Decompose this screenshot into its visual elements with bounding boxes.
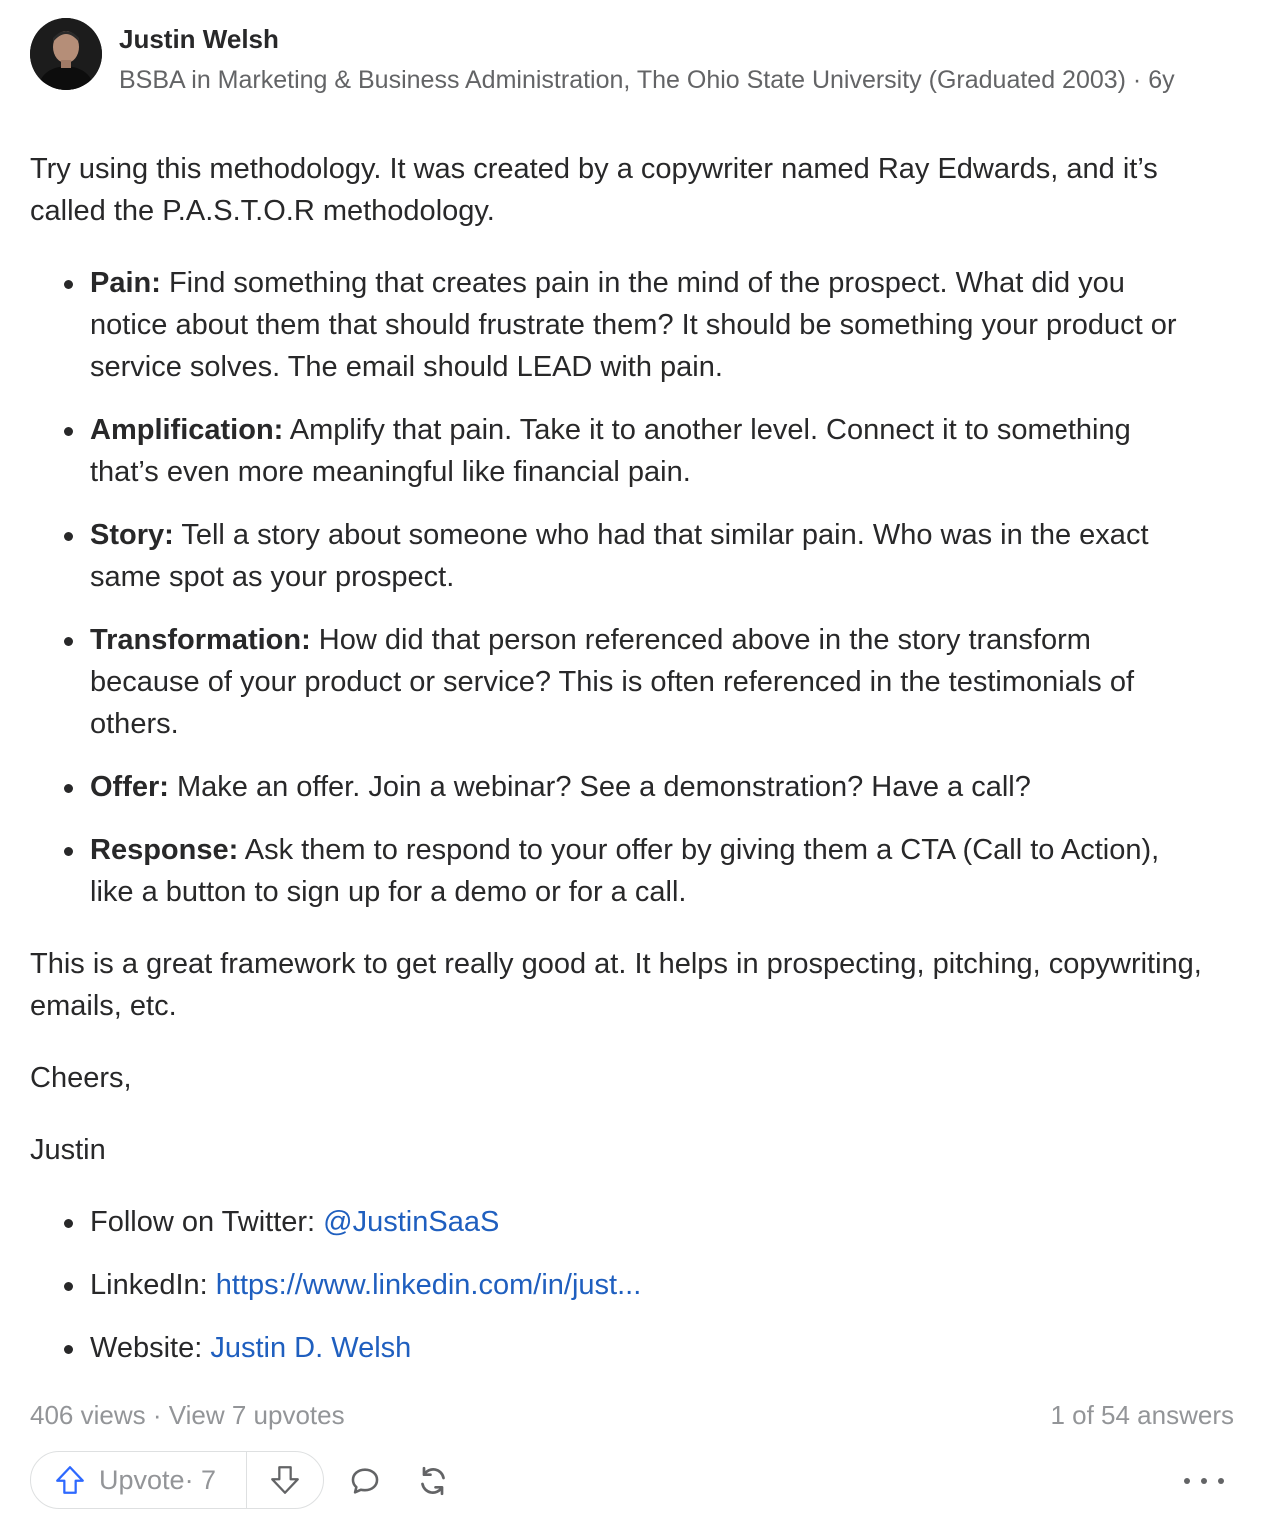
bullet-icon <box>64 532 73 541</box>
step-text: Ask them to respond to your offer by giving them a CTA (Call to Action), like a button to sign up for a demo or for a call. <box>90 834 1160 908</box>
answer-age[interactable]: 6y <box>1148 66 1175 94</box>
list-item <box>30 514 1240 598</box>
signoff: Cheers, <box>30 1062 132 1094</box>
share-refresh-icon <box>415 1463 451 1499</box>
more-dots-icon <box>1218 1478 1224 1484</box>
step-term: Amplification: <box>90 414 284 446</box>
more-options-button[interactable] <box>1184 1466 1224 1496</box>
author-avatar[interactable] <box>30 18 102 90</box>
closing-paragraph: This is a great framework to get really good at. It helps in prospecting, pitching, copywriting, emails, etc. <box>30 948 1202 1022</box>
share-button[interactable] <box>414 1462 452 1500</box>
bullet-icon <box>64 784 73 793</box>
step-term: Offer: <box>90 771 169 803</box>
view-upvotes-link[interactable]: View 7 upvotes <box>168 1400 345 1430</box>
link-label: Website: <box>90 1332 211 1364</box>
intro-paragraph: Try using this methodology. It was created by a copywriter named Ray Edwards, and it’s called the P.A.S.T.O.R methodology. <box>30 153 1158 227</box>
upvote-arrow-icon <box>53 1463 87 1497</box>
step-text: Tell a story about someone who had that similar pain. Who was in the exact same spot as your prospect. <box>90 519 1149 593</box>
vote-control <box>30 1451 324 1509</box>
bullet-icon <box>64 1282 73 1291</box>
upvote-button[interactable] <box>31 1452 247 1508</box>
downvote-arrow-icon <box>268 1463 302 1497</box>
step-text: How did that person referenced above in the story transform because of your product or service? This is often referenced in the testimonials of others. <box>90 624 1135 740</box>
step-term: Response: <box>90 834 239 866</box>
bullet-icon <box>64 1219 73 1228</box>
list-item <box>30 766 1240 808</box>
more-dots-icon <box>1201 1478 1207 1484</box>
step-text: Find something that creates pain in the mind of the prospect. What did you notice about them that should frustrate them? It should be something your product or service solves. The email should LEAD with pain. <box>90 267 1177 383</box>
more-dots-icon <box>1184 1478 1190 1484</box>
website-link[interactable]: Justin D. Welsh <box>210 1332 412 1364</box>
credential-separator: · <box>1125 66 1149 94</box>
list-item <box>30 829 1240 913</box>
upvote-count: · 7 <box>184 1464 217 1495</box>
comment-button[interactable] <box>346 1462 384 1500</box>
link-label: Follow on Twitter: <box>90 1206 324 1238</box>
bullet-icon <box>64 637 73 646</box>
signature: Justin <box>30 1134 106 1166</box>
downvote-button[interactable] <box>247 1452 323 1508</box>
author-credential <box>119 62 1237 98</box>
stats-separator: · <box>145 1400 169 1430</box>
view-count: 406 views <box>30 1400 146 1430</box>
linkedin-link[interactable]: https://www.linkedin.com/in/just... <box>215 1269 642 1301</box>
upvote-label: Upvote <box>99 1464 185 1495</box>
list-item <box>30 1264 1240 1306</box>
bullet-icon <box>64 1345 73 1354</box>
list-item <box>30 1327 1240 1369</box>
list-item <box>30 1201 1240 1243</box>
list-item <box>30 409 1240 493</box>
step-term: Transformation: <box>90 624 311 656</box>
contact-links-list <box>30 1201 1240 1369</box>
step-term: Story: <box>90 519 174 551</box>
bullet-icon <box>64 280 73 289</box>
step-text: Make an offer. Join a webinar? See a demonstration? Have a call? <box>168 771 1031 803</box>
answer-body <box>30 148 1240 1369</box>
bullet-icon <box>64 847 73 856</box>
author-name[interactable]: Justin Welsh <box>119 24 279 54</box>
list-item <box>30 619 1240 745</box>
list-item <box>30 262 1240 388</box>
twitter-link[interactable]: @JustinSaaS <box>323 1206 500 1238</box>
comment-bubble-icon <box>348 1464 382 1498</box>
link-label: LinkedIn: <box>90 1269 216 1301</box>
credential-text[interactable]: BSBA in Marketing & Business Administration, The Ohio State University (Graduated 2003) <box>119 66 1126 94</box>
answer-position: 1 of 54 answers <box>1050 1400 1234 1430</box>
step-term: Pain: <box>90 267 161 299</box>
step-text: Amplify that pain. Take it to another level. Connect it to something that’s even more meaningful like financial pain. <box>90 414 1131 488</box>
bullet-icon <box>64 427 73 436</box>
stats-left <box>30 1400 345 1431</box>
pastor-steps-list <box>30 262 1240 913</box>
